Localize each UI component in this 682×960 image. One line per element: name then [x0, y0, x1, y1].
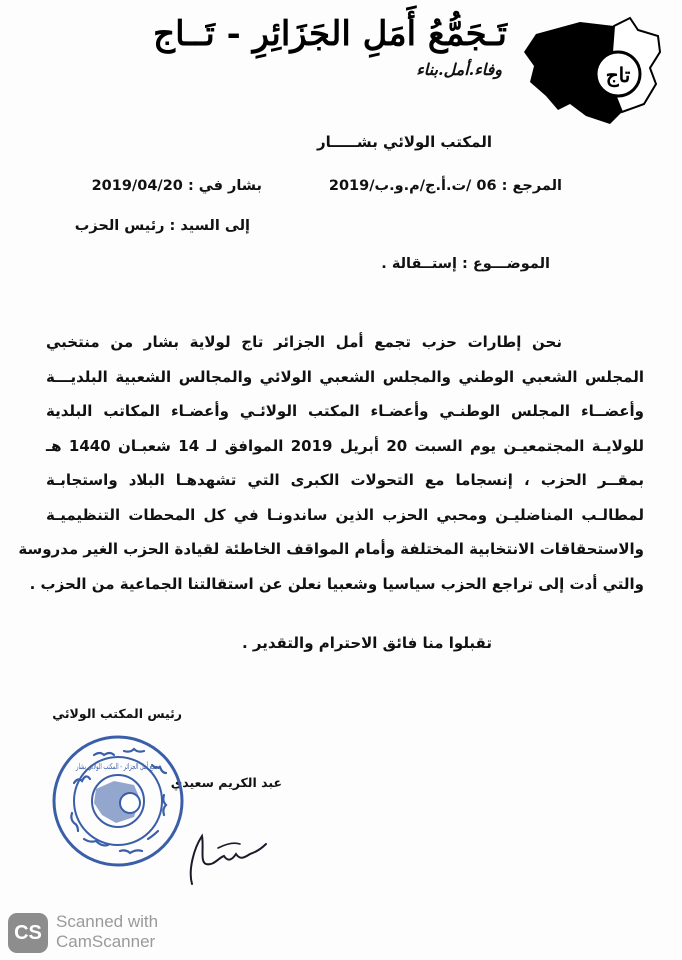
place-and-date: بشار في : 2019/04/20: [91, 178, 262, 194]
body-line: نحن إطارات حزب تجمع أمل الجزائر تاج لولاية بشار من منتخبي: [46, 333, 562, 351]
scanner-watermark: [8, 911, 198, 953]
party-name: تَـجَمُّعُ أَمَلِ الجَزَائِرِ - تَــاج: [153, 14, 507, 54]
signatory-name: عبد الكريم سعيدي: [170, 775, 282, 790]
body-line: للولايـة المجتمعيـن يوم السبت 20 أبريل 2019 الموافق لـ 14 شعبـان 1440 هـ: [46, 436, 644, 455]
issuing-office: المكتب الولائي بشـــــار: [317, 133, 492, 151]
recipient: إلى السيد : رئيس الحزب: [74, 218, 250, 234]
body-line: لمطالـب المناضليـن ومحبي الحزب الذين ساندونـا في كل المحطات التنظيميـة: [46, 505, 644, 524]
body-line: وأعضــاء المجلس الوطنـي وأعضـاء المكتب الولائـي وأعضـاء المكاتب البلدية: [46, 402, 644, 420]
watermark-line-1: Scanned with: [56, 912, 159, 931]
stamp-lettering: تجمع أمل الجزائر - المكتب الولائي بشار: [76, 762, 208, 771]
official-stamp: [50, 733, 208, 869]
handwritten-signature: [178, 818, 270, 890]
subject-line: الموضـــوع : إستــقالة .: [381, 256, 550, 272]
body-line: بمقــر الحزب ، إنسجاما مع التحولات الكبرى التي تشهدهـا البلاد واستجابـة: [46, 471, 644, 489]
reference-number: المرجع : 06 /ت.أ.ج/م.و.ب/2019: [328, 178, 562, 194]
letter-body: [18, 325, 644, 601]
logo-lettering: تاج: [605, 63, 631, 87]
camscanner-logo-icon: CS: [8, 913, 48, 953]
party-slogan: وفاء.أمل.بناء: [416, 60, 502, 79]
signatory-title: رئيس المكتب الولائي: [52, 706, 182, 721]
body-line: المجلس الشعبي الوطني والمجلس الشعبي الولائي والمجالس الشعبية البلديـــة: [46, 367, 644, 386]
closing-remark: تقبلوا منا فائق الاحترام والتقدير .: [241, 634, 492, 652]
watermark-line-2: CamScanner: [56, 932, 156, 951]
party-logo: [518, 12, 668, 130]
body-line: والتي أدت إلى تراجع الحزب سياسيا وشعبيا نعلن عن استقالتنا الجماعية من الحزب .: [29, 574, 644, 593]
body-line: والاستحقاقات الانتخابية المختلفة وأمام المواقف الخاطئة لقيادة الحزب الغير مدروسة: [18, 540, 644, 558]
